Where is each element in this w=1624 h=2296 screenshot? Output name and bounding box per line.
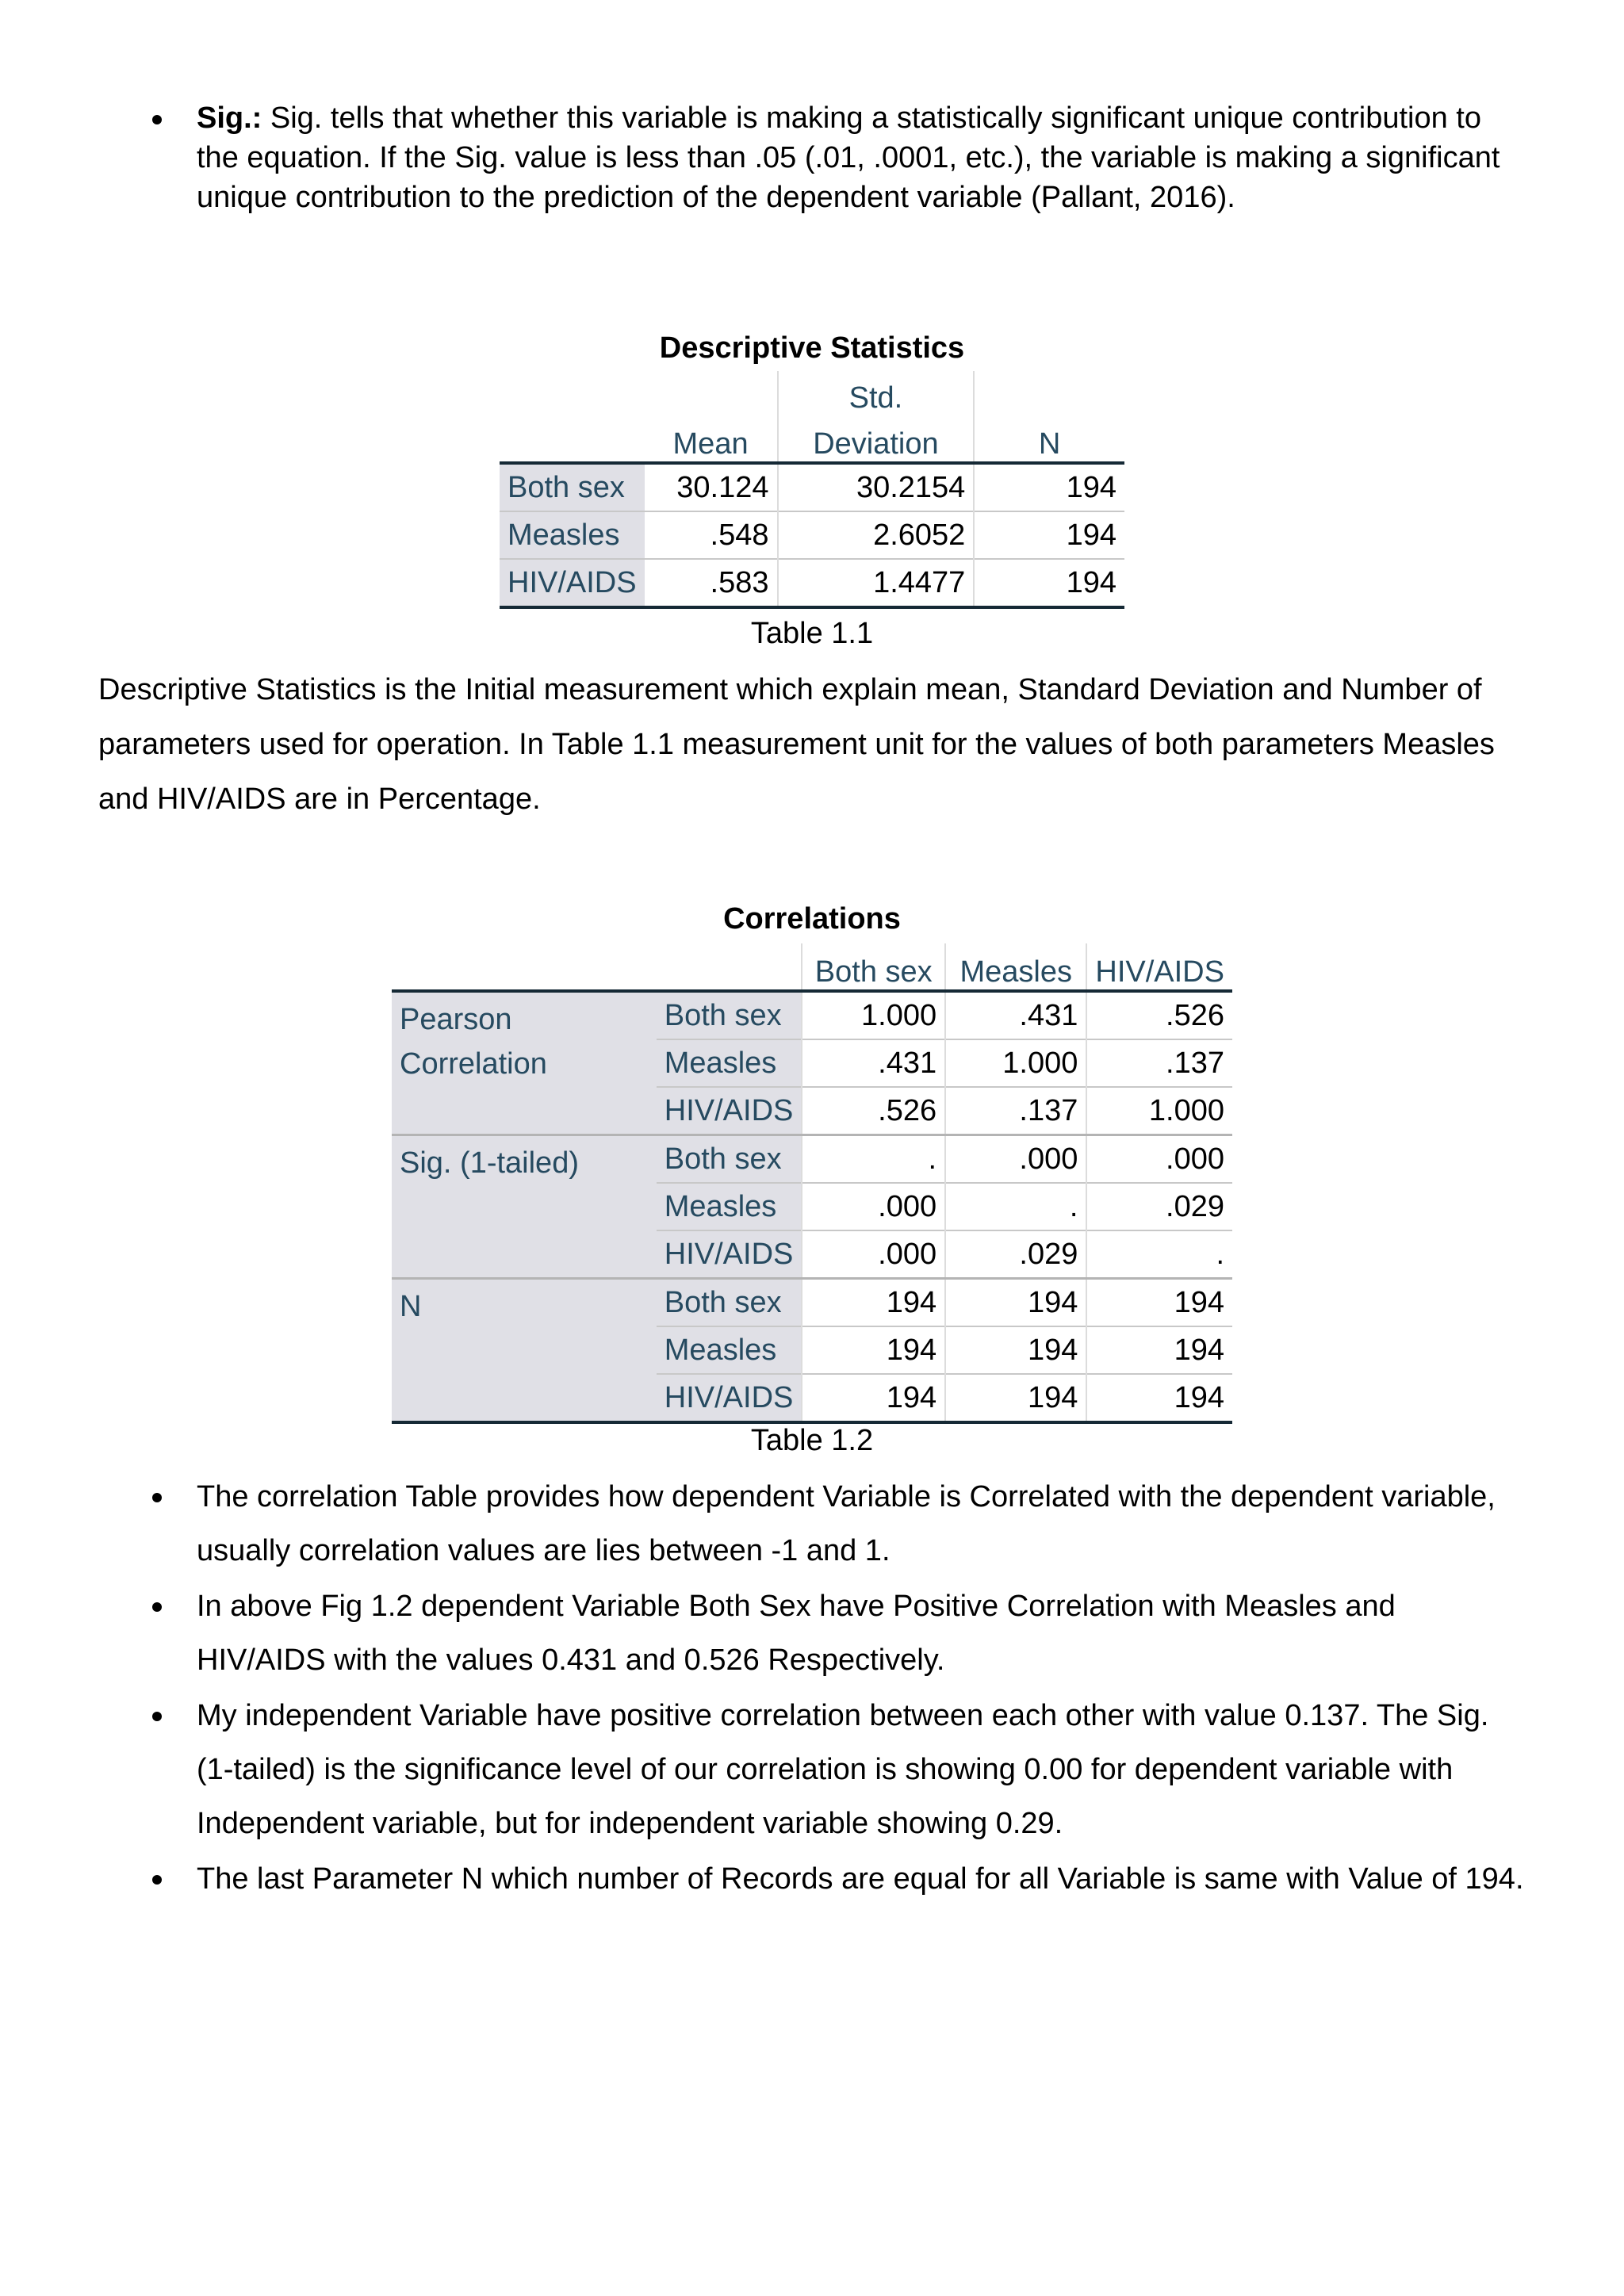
sig-bullet: [197, 98, 1529, 217]
row-label: Both sex: [657, 991, 802, 1039]
row-label: Both sex: [500, 463, 645, 511]
value-cell: .431: [802, 1039, 945, 1087]
row-label: HIV/AIDS: [657, 1230, 802, 1279]
correlations-table-caption: Table 1.2: [750, 1424, 874, 1457]
sig-label: Sig.:: [197, 101, 262, 135]
value-cell: .526: [802, 1087, 945, 1135]
n-header: N: [974, 415, 1124, 463]
value-cell: .029: [1166, 1189, 1224, 1223]
descriptive-paragraph: Descriptive Statistics is the Initial measurement which explain mean, Standard Deviation and Number of parameters used for operation. In Table 1.1 measurement unit for the values of both parameters Measles and HIV/AIDS are in Percentage.: [98, 673, 1495, 816]
bullet-icon: [152, 1712, 162, 1721]
table-row: [392, 1279, 1232, 1327]
std-cell: 30.2154: [778, 463, 975, 511]
value-cell: 194: [1174, 1380, 1224, 1414]
group-label-n: [392, 1279, 657, 1423]
value-cell: 194: [802, 1326, 945, 1374]
descriptive-table-caption: Table 1.1: [750, 617, 874, 650]
value-cell: .000: [802, 1183, 945, 1230]
mean-header: Mean: [645, 415, 778, 463]
mean-cell: .583: [710, 565, 769, 599]
correlations-header-row: [392, 943, 1232, 991]
value-cell: 194: [802, 1279, 945, 1327]
group-label-line2: Correlation: [400, 1047, 547, 1081]
value-cell: .000: [802, 1230, 945, 1279]
list-item: [197, 1470, 1529, 1578]
row-label: Measles: [657, 1326, 802, 1374]
value-cell: .: [1216, 1237, 1224, 1271]
mean-cell: 30.124: [676, 470, 769, 504]
row-label: HIV/AIDS: [657, 1374, 802, 1422]
row-label: Measles: [657, 1039, 802, 1087]
bullet-text: The last Parameter N which number of Records are equal for all Variable is same with Value of 194.: [197, 1862, 1524, 1896]
value-cell: 194: [1174, 1333, 1224, 1367]
row-label: HIV/AIDS: [657, 1087, 802, 1135]
std-header-bottom: Deviation: [778, 415, 975, 463]
group-label-line1: N: [400, 1290, 422, 1323]
descriptive-header-row-1: [500, 371, 1124, 415]
descriptive-table: [500, 371, 1124, 609]
value-cell: 194: [945, 1374, 1086, 1422]
list-item: [197, 1689, 1529, 1850]
value-cell: 194: [1174, 1285, 1224, 1319]
std-cell: 1.4477: [778, 559, 975, 607]
bullet-icon: [152, 115, 162, 124]
bullet-text: My independent Variable have positive correlation between each other with value 0.137. The Sig. (1-tailed) is the significance level of our correlation is showing 0.00 for dependent variable with Independent variable, but for independent variable showing 0.29.: [197, 1699, 1489, 1840]
row-label: Both sex: [657, 1135, 802, 1184]
descriptive-header-row-2: [500, 415, 1124, 463]
bullet-icon: [152, 1493, 162, 1502]
value-cell: 194: [802, 1374, 945, 1422]
column-header: Measles: [945, 943, 1086, 991]
table-row: [392, 1135, 1232, 1184]
n-cell: 194: [1066, 565, 1116, 599]
list-item: [197, 1852, 1529, 1906]
row-label: Measles: [500, 511, 645, 559]
value-cell: .: [945, 1183, 1086, 1230]
row-label: Measles: [657, 1183, 802, 1230]
value-cell: .137: [1166, 1046, 1224, 1080]
row-label: HIV/AIDS: [500, 559, 645, 607]
row-label: Both sex: [657, 1279, 802, 1327]
bullet-icon: [152, 1602, 162, 1612]
sig-text: Sig. tells that whether this variable is making a statistically significant unique contribution to the equation. If the Sig. value is less than .05 (.01, .0001, etc.), the variable is making a significant unique contribution to the prediction of the dependent variable (Pallant, 2016).: [197, 101, 1500, 214]
value-cell: 1.000: [1148, 1093, 1224, 1127]
value-cell: .526: [1166, 998, 1224, 1032]
list-item: [197, 1579, 1529, 1687]
value-cell: 1.000: [945, 1039, 1086, 1087]
bullet-text: In above Fig 1.2 dependent Variable Both Sex have Positive Correlation with Measles and HIV/AIDS with the values 0.431 and 0.526 Respectively.: [197, 1590, 1396, 1677]
value-cell: 194: [945, 1326, 1086, 1374]
group-label-line1: Pearson: [400, 1003, 512, 1036]
value-cell: .: [802, 1135, 945, 1184]
correlations-table: [392, 943, 1232, 1424]
table-row: [500, 511, 1124, 559]
descriptive-table-title: Descriptive Statistics: [659, 331, 965, 365]
value-cell: .137: [945, 1087, 1086, 1135]
value-cell: 194: [945, 1279, 1086, 1327]
std-cell: 2.6052: [778, 511, 975, 559]
std-header-top: Std.: [778, 371, 975, 415]
group-label-sig: [392, 1135, 657, 1279]
group-label-line1: Sig. (1-tailed): [400, 1146, 579, 1180]
value-cell: .000: [1166, 1142, 1224, 1176]
table-row: [500, 559, 1124, 607]
correlations-table-title: Correlations: [723, 902, 901, 936]
table-row: [392, 991, 1232, 1039]
bullet-icon: [152, 1875, 162, 1885]
table-row: [500, 463, 1124, 511]
value-cell: .431: [945, 991, 1086, 1039]
column-header: HIV/AIDS: [1086, 943, 1232, 991]
group-label-pearson: [392, 991, 657, 1135]
value-cell: 1.000: [802, 991, 945, 1039]
n-cell: 194: [1066, 518, 1116, 552]
n-cell: 194: [1066, 470, 1116, 504]
value-cell: .000: [945, 1135, 1086, 1184]
value-cell: .029: [945, 1230, 1086, 1279]
mean-cell: .548: [710, 518, 769, 552]
bullet-text: The correlation Table provides how dependent Variable is Correlated with the dependent variable, usually correlation values are lies between -1 and 1.: [197, 1480, 1496, 1567]
column-header: Both sex: [802, 943, 945, 991]
